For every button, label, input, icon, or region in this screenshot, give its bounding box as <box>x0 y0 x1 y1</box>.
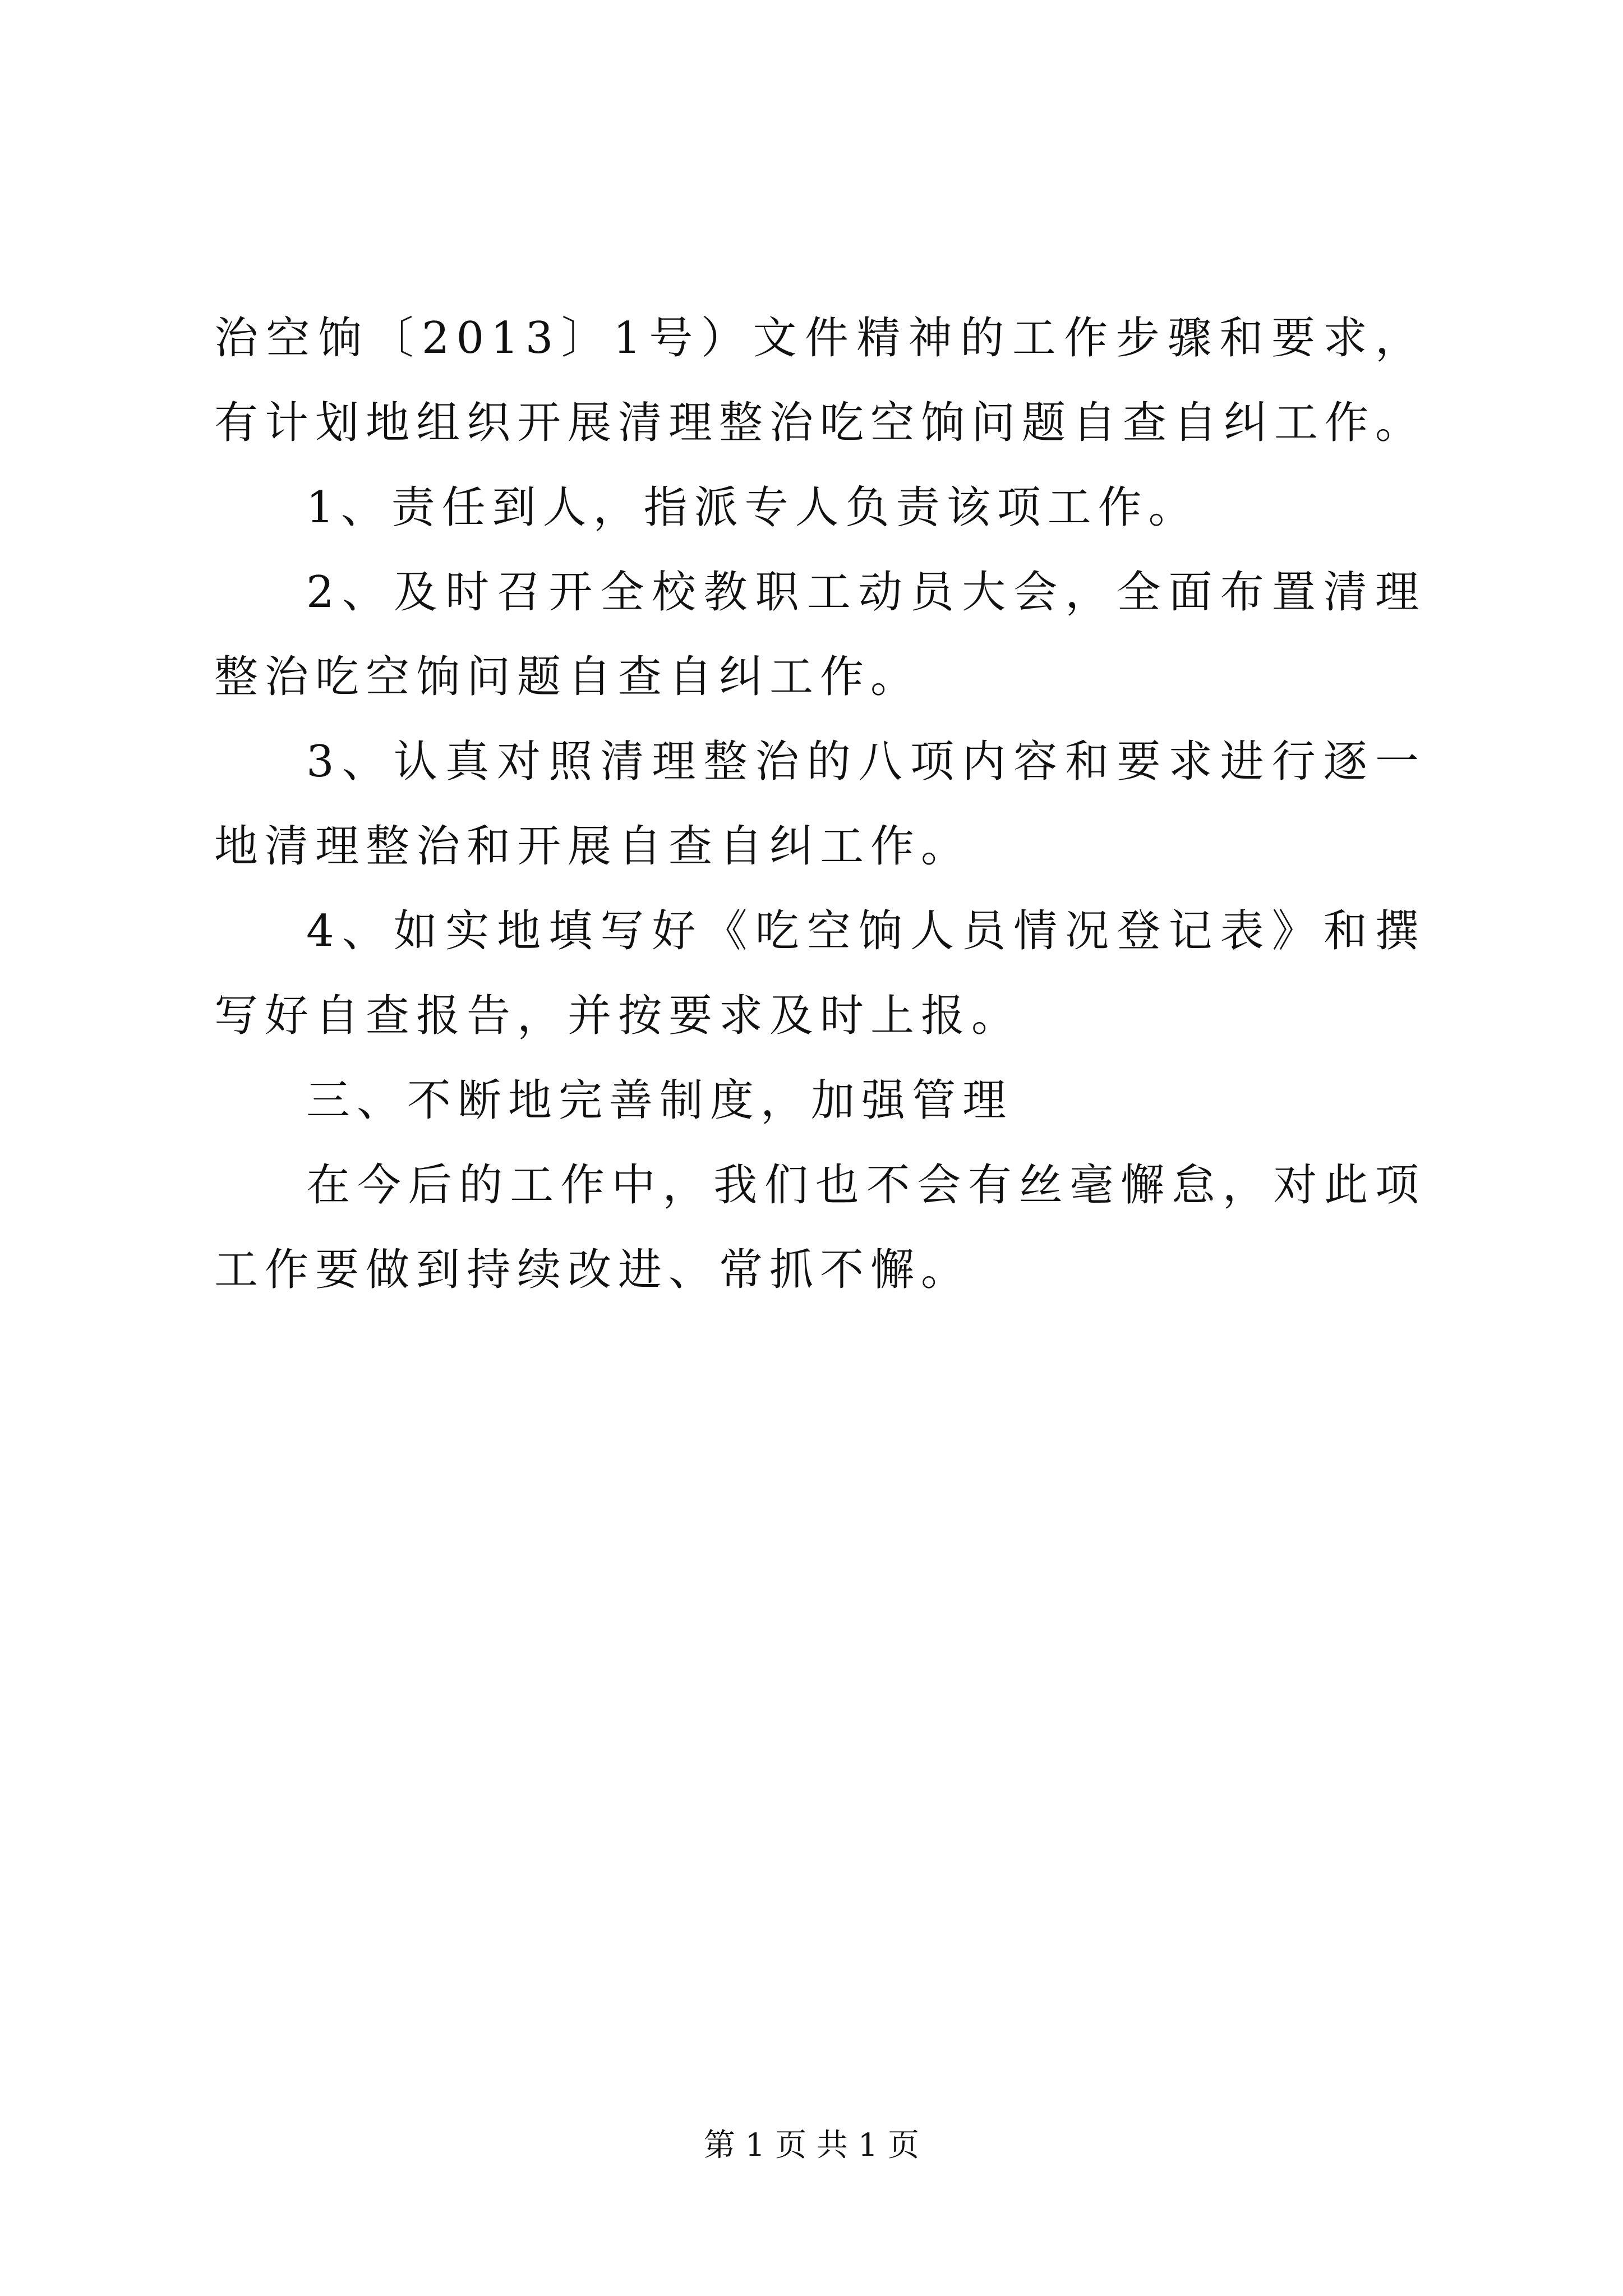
page-footer: 第 1 页 共 1 页 <box>703 2127 920 2164</box>
paragraph-conclusion: 在今后的工作中，我们也不会有丝毫懈怠，对此项工作要做到持续改进、常抓不懈。 <box>214 1160 1426 1295</box>
paragraph-continuation: 治空饷〔2013〕1号）文件精神的工作步骤和要求，有计划地组织开展清理整治吃空饷问题自查自纠工作。 <box>214 313 1426 448</box>
paragraph-item-1: 1、责任到人，指派专人负责该项工作。 <box>306 482 1199 533</box>
paragraph-item-3: 3、认真对照清理整治的八项内容和要求进行逐一地清理整治和开展自查自纠工作。 <box>214 737 1426 872</box>
section-heading-3: 三、不断地完善制度，加强管理 <box>306 1075 1013 1126</box>
paragraph-item-2: 2、及时召开全校教职工动员大会，全面布置清理整治吃空饷问题自查自纠工作。 <box>214 567 1426 702</box>
paragraph-item-4: 4、如实地填写好《吃空饷人员情况登记表》和撰写好自查报告，并按要求及时上报。 <box>214 906 1426 1041</box>
document-body <box>214 296 1426 1313</box>
